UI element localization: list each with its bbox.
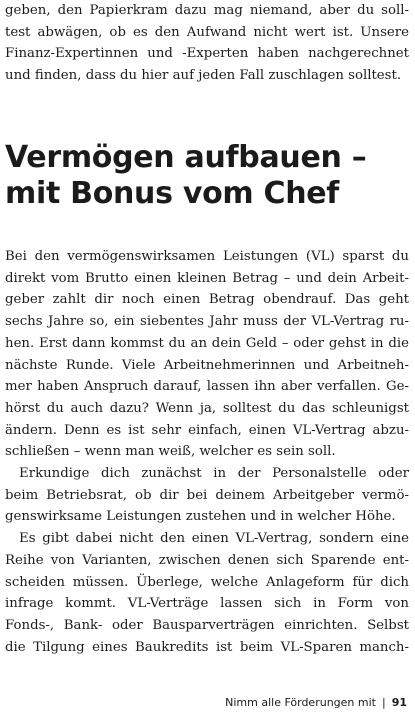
paragraph: [5, 528, 409, 658]
paragraph: [5, 246, 409, 463]
text-line: infrage kommt. VL-Verträge lassen sich in Form von: [5, 596, 409, 612]
text-line: Es gibt dabei nicht den einen VL-Vertrag, sondern eine: [19, 531, 409, 547]
text-line: mer haben Anspruch darauf, lassen ihn aber verfallen. Ge-: [5, 379, 409, 395]
section-heading: [5, 140, 409, 212]
text-line: geben, den Papierkram dazu mag niemand, aber du soll-: [5, 3, 409, 18]
footer-separator: |: [381, 696, 386, 709]
text-line: Fonds-, Bank- oder Bausparverträgen einrichten. Selbst: [5, 617, 409, 633]
text-line: genswirksame Leistungen zustehen und in welcher Höhe.: [5, 509, 396, 525]
text-line: schließen – wenn man weiß, welcher es sein soll.: [5, 444, 336, 460]
page-number: 91: [391, 696, 407, 709]
text-line: Finanz-Expertinnen und -Experten haben nachgerechnet: [5, 46, 409, 62]
text-line: test abwägen, ob es den Aufwand nicht wert ist. Unsere: [5, 24, 409, 40]
text-line: hörst du auch dazu? Wenn ja, solltest du das schleunigst: [5, 400, 409, 416]
heading-line-1: Vermögen aufbauen –: [5, 140, 367, 175]
text-line: und finden, dass du hier auf jeden Fall zuschlagen solltest.: [5, 68, 402, 84]
lead-paragraph: [5, 0, 409, 87]
text-line: nächste Runde. Viele Arbeitnehmerinnen und Arbeitneh-: [5, 357, 409, 373]
text-line: Erkundige dich zunächst in der Personalstelle oder: [19, 466, 409, 482]
text-line: ändern. Denn es ist sehr einfach, einen VL-Vertrag abzu-: [5, 422, 409, 438]
text-line: scheiden müssen. Überlege, welche Anlageform für dich: [5, 574, 409, 590]
text-line: hen. Erst dann kommst du an dein Geld – oder gehst in die: [5, 335, 409, 351]
text-line: die Tilgung eines Baukredits ist beim VL-Sparen manch-: [5, 639, 409, 655]
text-line: sechs Jahre so, ein siebentes Jahr muss der VL-Vertrag ru-: [5, 314, 409, 330]
text-line: beim Betriebsrat, ob dir bei deinem Arbeitgeber vermö-: [5, 487, 409, 503]
paragraph: [5, 463, 409, 528]
chapter-title: Nimm alle Förderungen mit: [225, 696, 376, 709]
text-line: Bei den vermögenswirksamen Leistungen (VL) sparst du: [5, 249, 409, 264]
heading-line-2: mit Bonus vom Chef: [5, 176, 340, 211]
section-body: [5, 246, 409, 658]
text-line: geber zahlt dir noch einen Betrag obendrauf. Das geht: [5, 292, 409, 308]
text-line: Reihe von Varianten, zwischen denen sich Sparende ent-: [5, 552, 409, 568]
text-line: direkt vom Brutto einen kleinen Betrag – und dein Arbeit-: [5, 270, 409, 286]
running-footer: [225, 696, 407, 709]
